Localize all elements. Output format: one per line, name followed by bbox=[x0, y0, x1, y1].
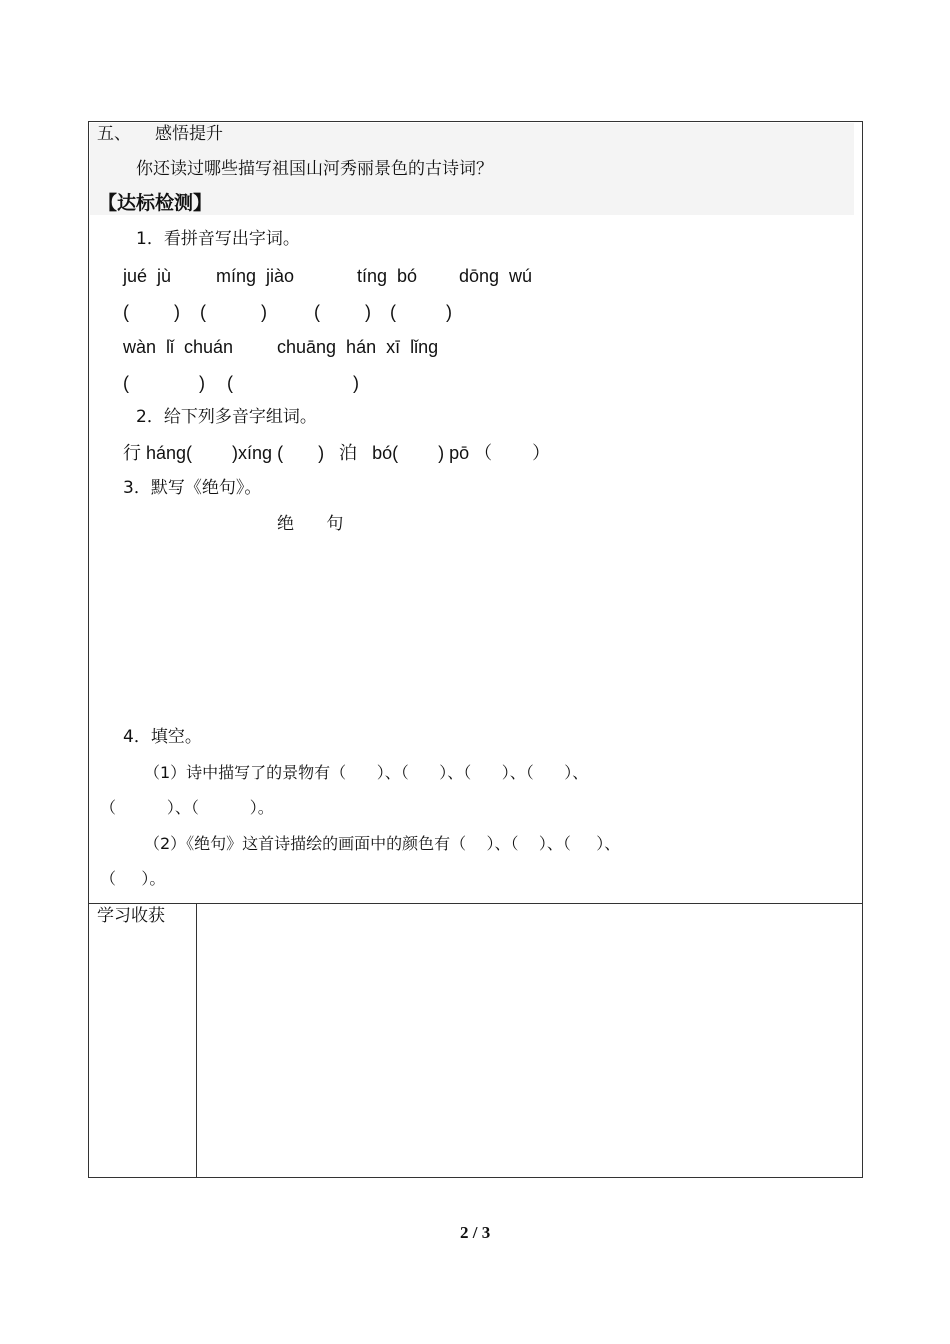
pinyin-item: tíng bó bbox=[357, 266, 418, 286]
answer-blank: ( ) bbox=[227, 373, 360, 393]
pinyin-item: chuāng hán xī lǐng bbox=[277, 337, 439, 357]
answer-blank: ( ) bbox=[390, 302, 452, 322]
pinyin-item: dōng wú bbox=[459, 266, 533, 286]
q4-part1-line2: （ ）、（ ）。 bbox=[100, 798, 274, 817]
poem-title: 绝 句 bbox=[277, 514, 344, 534]
section5-number: 五、 bbox=[97, 124, 131, 144]
answer-blank: ( ) bbox=[314, 302, 371, 322]
column-divider bbox=[196, 903, 197, 1178]
section5-question: 你还读过哪些描写祖国山河秀丽景色的古诗词？ bbox=[136, 159, 493, 179]
page-number: 2 / 3 bbox=[460, 1223, 491, 1242]
q1-title: 1．看拼音写出字词。 bbox=[136, 229, 300, 249]
q4-part1-line1: （1）诗中描写了的景物有（ ）、（ ）、（ ）、（ ）、 bbox=[144, 763, 589, 782]
q4-part2-line2: （ ）。 bbox=[100, 869, 166, 888]
summary-label: 学习收获 bbox=[97, 906, 165, 926]
pinyin-item: jué jù bbox=[123, 266, 172, 286]
answer-blank: ( ) bbox=[123, 373, 206, 393]
q2-polyphone-line: 行 háng( )xíng ( ) 泊 bó( ) pō （ ） bbox=[123, 443, 551, 463]
test-header: 【达标检测】 bbox=[98, 192, 213, 214]
row-divider bbox=[88, 903, 863, 904]
pinyin-item: wàn lǐ chuán bbox=[123, 337, 234, 357]
q3-title: 3．默写《绝句》。 bbox=[123, 478, 262, 498]
answer-blank: ( ) bbox=[123, 302, 180, 322]
summary-answer-area[interactable] bbox=[198, 905, 861, 1176]
answer-blank: ( ) bbox=[200, 302, 267, 322]
section5-heading: 感悟提升 bbox=[155, 124, 223, 144]
q4-part2-line1: （2）《绝句》这首诗描绘的画面中的颜色有（ ）、（ ）、（ ）、 bbox=[144, 834, 621, 853]
q4-title: 4．填空。 bbox=[123, 727, 202, 747]
q2-title: 2．给下列多音字组词。 bbox=[136, 407, 317, 427]
pinyin-item: míng jiào bbox=[216, 266, 295, 286]
